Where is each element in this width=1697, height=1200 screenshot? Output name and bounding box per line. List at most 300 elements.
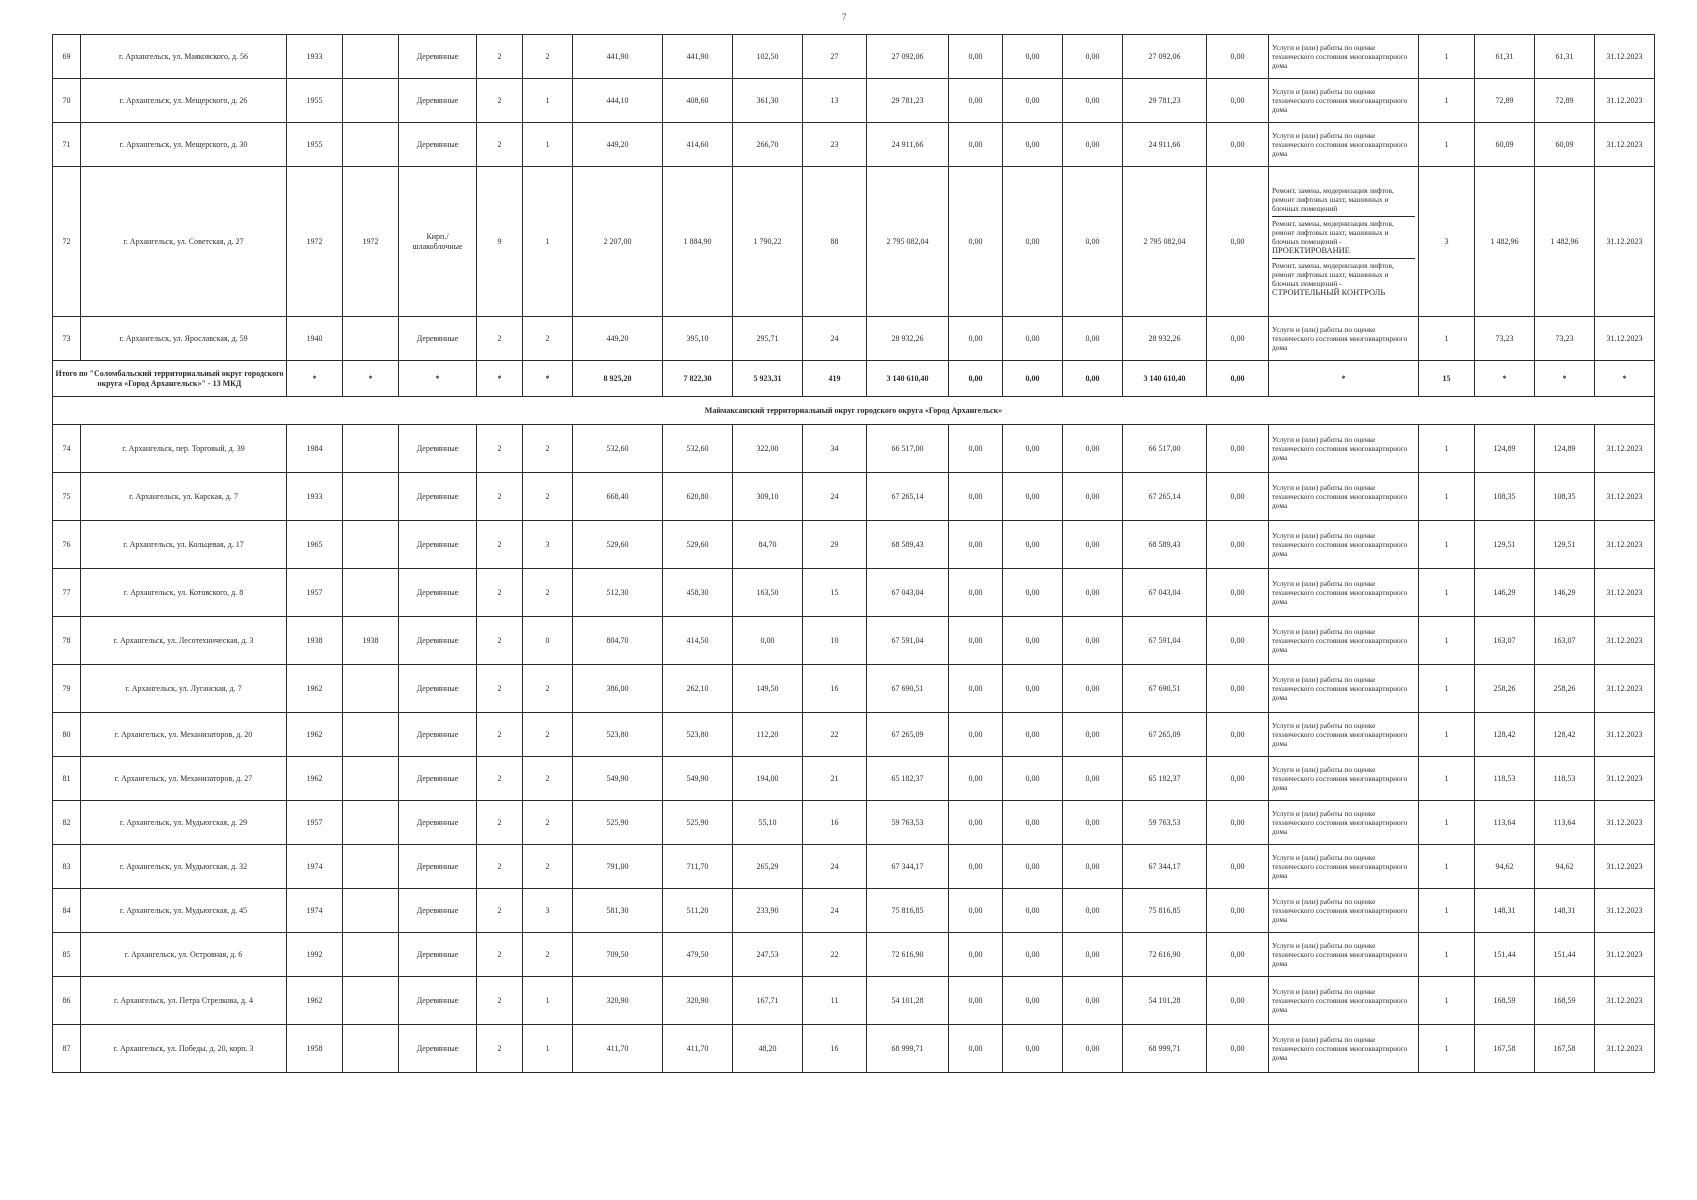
fund-cell: 0,00 <box>1003 801 1063 845</box>
work-type-cell: Услуги и (или) работы по оценке технического состояния многоквартирного дома <box>1269 35 1419 79</box>
entrances-cell: 1 <box>523 123 573 167</box>
fund-cell: 0,00 <box>1207 35 1269 79</box>
wall-material-cell: Деревянные <box>399 977 477 1025</box>
residential-area-cell: 1 790,22 <box>733 167 803 317</box>
address-cell: г. Архангельск, ул. Кольцевая, д. 17 <box>81 521 287 569</box>
work-type-cell: Услуги и (или) работы по оценке технического состояния многоквартирного дома <box>1269 521 1419 569</box>
fund-cell: 0,00 <box>949 473 1003 521</box>
fund-cell: 0,00 <box>1063 317 1123 361</box>
section-title: Маймаксанский территориальный округ городского округа «Город Архангельск» <box>53 397 1655 425</box>
entrances-cell: 1 <box>523 167 573 317</box>
fund-cell: 0,00 <box>949 801 1003 845</box>
build-year-cell: 1955 <box>287 79 343 123</box>
fund-cell: 0,00 <box>1207 79 1269 123</box>
table-row <box>53 425 1655 473</box>
row-number: 85 <box>53 933 81 977</box>
summary-fund: 0,00 <box>949 361 1003 397</box>
work-type-cell: Услуги и (или) работы по оценке технического состояния многоквартирного дома <box>1269 425 1419 473</box>
owners-fund-cell: 29 781,23 <box>1123 79 1207 123</box>
entrances-cell: 1 <box>523 977 573 1025</box>
renovation-year-cell <box>343 845 399 889</box>
wall-material-cell: Деревянные <box>399 713 477 757</box>
fund-cell: 0,00 <box>949 123 1003 167</box>
premises-area-cell: 411,70 <box>663 1025 733 1073</box>
total-area-cell: 449,20 <box>573 317 663 361</box>
wall-material-cell: Деревянные <box>399 801 477 845</box>
table-row <box>53 473 1655 521</box>
unit-cost-cell: 72,89 <box>1475 79 1535 123</box>
total-cost-cell: 67 344,17 <box>867 845 949 889</box>
fund-cell: 0,00 <box>1003 317 1063 361</box>
wall-material-cell: Кирп./ шлакоблочные <box>399 167 477 317</box>
unit-cost-cell: 168,59 <box>1475 977 1535 1025</box>
floors-cell: 2 <box>477 569 523 617</box>
residents-cell: 27 <box>803 35 867 79</box>
entrances-cell: 2 <box>523 473 573 521</box>
summary-star: * <box>523 361 573 397</box>
address-cell: г. Архангельск, ул. Петра Стрелкова, д. 4 <box>81 977 287 1025</box>
row-number: 87 <box>53 1025 81 1073</box>
entrances-cell: 2 <box>523 665 573 713</box>
fund-cell: 0,00 <box>1207 1025 1269 1073</box>
fund-cell: 0,00 <box>1207 569 1269 617</box>
address-cell: г. Архангельск, ул. Победы, д. 20, корп. 3 <box>81 1025 287 1073</box>
renovation-year-cell <box>343 569 399 617</box>
completion-date-cell: 31.12.2023 <box>1595 889 1655 933</box>
unit-limit-cell: 72,89 <box>1535 79 1595 123</box>
residential-area-cell: 84,70 <box>733 521 803 569</box>
summary-star: * <box>287 361 343 397</box>
residents-cell: 88 <box>803 167 867 317</box>
row-number: 83 <box>53 845 81 889</box>
summary-owners-fund: 3 140 610,40 <box>1123 361 1207 397</box>
total-cost-cell: 2 795 082,04 <box>867 167 949 317</box>
unit-cost-cell: 118,53 <box>1475 757 1535 801</box>
work-type-cell: Услуги и (или) работы по оценке технического состояния многоквартирного дома <box>1269 889 1419 933</box>
floors-cell: 2 <box>477 123 523 167</box>
residential-area-cell: 266,70 <box>733 123 803 167</box>
renovation-year-cell <box>343 977 399 1025</box>
work-item-text: Ремонт, замена, модернизация лифтов, ремонт лифтовых шахт, машинных и блочных помещений - <box>1272 260 1394 288</box>
residents-cell: 24 <box>803 473 867 521</box>
address-cell: г. Архангельск, ул. Мудьюгская, д. 29 <box>81 801 287 845</box>
fund-cell: 0,00 <box>1003 35 1063 79</box>
fund-cell: 0,00 <box>1063 801 1123 845</box>
fund-cell: 0,00 <box>1003 167 1063 317</box>
work-count-cell: 1 <box>1419 425 1475 473</box>
fund-cell: 0,00 <box>1207 617 1269 665</box>
unit-cost-cell: 1 482,96 <box>1475 167 1535 317</box>
work-count-cell: 1 <box>1419 569 1475 617</box>
completion-date-cell: 31.12.2023 <box>1595 933 1655 977</box>
residents-cell: 34 <box>803 425 867 473</box>
premises-area-cell: 549,90 <box>663 757 733 801</box>
work-type-cell: Услуги и (или) работы по оценке технического состояния многоквартирного дома <box>1269 665 1419 713</box>
fund-cell: 0,00 <box>1063 933 1123 977</box>
work-item-text: Ремонт, замена, модернизация лифтов, ремонт лифтовых шахт, машинных и блочных помещений - <box>1272 218 1394 246</box>
address-cell: г. Архангельск, ул. Островная, д. 6 <box>81 933 287 977</box>
total-cost-cell: 67 265,14 <box>867 473 949 521</box>
work-count-cell: 1 <box>1419 79 1475 123</box>
fund-cell: 0,00 <box>1063 569 1123 617</box>
premises-area-cell: 523,80 <box>663 713 733 757</box>
work-count-cell: 1 <box>1419 35 1475 79</box>
fund-cell: 0,00 <box>949 845 1003 889</box>
unit-limit-cell: 151,44 <box>1535 933 1595 977</box>
address-cell: г. Архангельск, ул. Котовского, д. 8 <box>81 569 287 617</box>
completion-date-cell: 31.12.2023 <box>1595 317 1655 361</box>
fund-cell: 0,00 <box>1003 521 1063 569</box>
address-cell: г. Архангельск, ул. Советская, д. 27 <box>81 167 287 317</box>
fund-cell: 0,00 <box>949 1025 1003 1073</box>
work-count-cell: 1 <box>1419 665 1475 713</box>
wall-material-cell: Деревянные <box>399 617 477 665</box>
fund-cell: 0,00 <box>1003 123 1063 167</box>
fund-cell: 0,00 <box>949 167 1003 317</box>
fund-cell: 0,00 <box>1207 757 1269 801</box>
address-cell: г. Архангельск, ул. Ярославская, д. 59 <box>81 317 287 361</box>
floors-cell: 2 <box>477 521 523 569</box>
unit-cost-cell: 146,29 <box>1475 569 1535 617</box>
total-cost-cell: 65 182,37 <box>867 757 949 801</box>
row-number: 81 <box>53 757 81 801</box>
fund-cell: 0,00 <box>949 617 1003 665</box>
renovation-year-cell <box>343 665 399 713</box>
renovation-year-cell <box>343 801 399 845</box>
fund-cell: 0,00 <box>1207 167 1269 317</box>
entrances-cell: 2 <box>523 845 573 889</box>
unit-cost-cell: 61,31 <box>1475 35 1535 79</box>
fund-cell: 0,00 <box>1003 425 1063 473</box>
total-area-cell: 529,60 <box>573 521 663 569</box>
residential-area-cell: 265,29 <box>733 845 803 889</box>
work-count-cell: 1 <box>1419 889 1475 933</box>
table-row <box>53 713 1655 757</box>
floors-cell: 2 <box>477 713 523 757</box>
summary-residents: 419 <box>803 361 867 397</box>
total-cost-cell: 68 999,71 <box>867 1025 949 1073</box>
residential-area-cell: 163,50 <box>733 569 803 617</box>
floors-cell: 2 <box>477 665 523 713</box>
residential-area-cell: 233,90 <box>733 889 803 933</box>
renovation-year-cell: 1972 <box>343 167 399 317</box>
fund-cell: 0,00 <box>1003 713 1063 757</box>
entrances-cell: 2 <box>523 713 573 757</box>
work-type-cell: Услуги и (или) работы по оценке технического состояния многоквартирного дома <box>1269 713 1419 757</box>
fund-cell: 0,00 <box>1063 473 1123 521</box>
total-area-cell: 523,80 <box>573 713 663 757</box>
premises-area-cell: 529,60 <box>663 521 733 569</box>
unit-cost-cell: 60,09 <box>1475 123 1535 167</box>
residents-cell: 23 <box>803 123 867 167</box>
entrances-cell: 1 <box>523 1025 573 1073</box>
build-year-cell: 1962 <box>287 713 343 757</box>
premises-area-cell: 395,10 <box>663 317 733 361</box>
fund-cell: 0,00 <box>1003 665 1063 713</box>
summary-star: * <box>477 361 523 397</box>
total-cost-cell: 66 517,00 <box>867 425 949 473</box>
total-area-cell: 411,70 <box>573 1025 663 1073</box>
residents-cell: 29 <box>803 521 867 569</box>
entrances-cell: 1 <box>523 79 573 123</box>
wall-material-cell: Деревянные <box>399 79 477 123</box>
fund-cell: 0,00 <box>949 521 1003 569</box>
floors-cell: 2 <box>477 845 523 889</box>
address-cell: г. Архангельск, ул. Мещерского, д. 26 <box>81 79 287 123</box>
work-type-cell: Услуги и (или) работы по оценке технического состояния многоквартирного дома <box>1269 79 1419 123</box>
wall-material-cell: Деревянные <box>399 123 477 167</box>
entrances-cell: 2 <box>523 933 573 977</box>
residential-area-cell: 361,30 <box>733 79 803 123</box>
total-cost-cell: 75 816,85 <box>867 889 949 933</box>
unit-limit-cell: 258,26 <box>1535 665 1595 713</box>
completion-date-cell: 31.12.2023 <box>1595 473 1655 521</box>
renovation-year-cell <box>343 473 399 521</box>
owners-fund-cell: 68 999,71 <box>1123 1025 1207 1073</box>
summary-total-area: 8 925,20 <box>573 361 663 397</box>
renovation-year-cell <box>343 521 399 569</box>
work-type-cell: Услуги и (или) работы по оценке технического состояния многоквартирного дома <box>1269 933 1419 977</box>
row-number: 74 <box>53 425 81 473</box>
renovation-year-cell <box>343 889 399 933</box>
fund-cell: 0,00 <box>1003 79 1063 123</box>
work-type-cell: Услуги и (или) работы по оценке технического состояния многоквартирного дома <box>1269 617 1419 665</box>
unit-limit-cell: 113,64 <box>1535 801 1595 845</box>
fund-cell: 0,00 <box>1207 473 1269 521</box>
entrances-cell: 2 <box>523 757 573 801</box>
total-cost-cell: 28 932,26 <box>867 317 949 361</box>
fund-cell: 0,00 <box>1063 79 1123 123</box>
address-cell: г. Архангельск, ул. Лесотехническая, д. 3 <box>81 617 287 665</box>
fund-cell: 0,00 <box>1003 1025 1063 1073</box>
summary-fund: 0,00 <box>1063 361 1123 397</box>
summary-fund: 0,00 <box>1207 361 1269 397</box>
work-count-cell: 1 <box>1419 845 1475 889</box>
premises-area-cell: 262,10 <box>663 665 733 713</box>
unit-limit-cell: 128,42 <box>1535 713 1595 757</box>
unit-cost-cell: 167,58 <box>1475 1025 1535 1073</box>
fund-cell: 0,00 <box>1063 35 1123 79</box>
fund-cell: 0,00 <box>1063 713 1123 757</box>
floors-cell: 2 <box>477 801 523 845</box>
fund-cell: 0,00 <box>1003 757 1063 801</box>
work-type-cell: Услуги и (или) работы по оценке технического состояния многоквартирного дома <box>1269 801 1419 845</box>
premises-area-cell: 320,90 <box>663 977 733 1025</box>
residents-cell: 24 <box>803 845 867 889</box>
unit-limit-cell: 163,07 <box>1535 617 1595 665</box>
residents-cell: 24 <box>803 317 867 361</box>
build-year-cell: 1957 <box>287 569 343 617</box>
summary-fund: 0,00 <box>1003 361 1063 397</box>
residential-area-cell: 194,00 <box>733 757 803 801</box>
work-item-elevator-repair: Ремонт, замена, модернизация лифтов, ремонт лифтовых шахт, машинных и блочных помещений <box>1272 184 1415 217</box>
residential-area-cell: 309,10 <box>733 473 803 521</box>
table-row <box>53 933 1655 977</box>
summary-work-count: 15 <box>1419 361 1475 397</box>
premises-area-cell: 408,60 <box>663 79 733 123</box>
premises-area-cell: 414,50 <box>663 617 733 665</box>
residents-cell: 22 <box>803 933 867 977</box>
residential-area-cell: 167,71 <box>733 977 803 1025</box>
owners-fund-cell: 75 816,85 <box>1123 889 1207 933</box>
unit-cost-cell: 128,42 <box>1475 713 1535 757</box>
completion-date-cell: 31.12.2023 <box>1595 757 1655 801</box>
table-row <box>53 569 1655 617</box>
wall-material-cell: Деревянные <box>399 665 477 713</box>
work-count-cell: 1 <box>1419 757 1475 801</box>
work-count-cell: 3 <box>1419 167 1475 317</box>
completion-date-cell: 31.12.2023 <box>1595 665 1655 713</box>
section-header-row <box>53 397 1655 425</box>
build-year-cell: 1974 <box>287 889 343 933</box>
district-rows <box>53 425 1655 1073</box>
entrances-cell: 3 <box>523 521 573 569</box>
residential-area-cell: 0,00 <box>733 617 803 665</box>
unit-limit-cell: 167,58 <box>1535 1025 1595 1073</box>
summary-row <box>53 361 1655 397</box>
work-type-cell <box>1269 167 1419 317</box>
wall-material-cell: Деревянные <box>399 1025 477 1073</box>
fund-cell: 0,00 <box>1207 977 1269 1025</box>
total-cost-cell: 67 043,04 <box>867 569 949 617</box>
unit-cost-cell: 148,31 <box>1475 889 1535 933</box>
total-cost-cell: 29 781,23 <box>867 79 949 123</box>
owners-fund-cell: 2 795 082,04 <box>1123 167 1207 317</box>
fund-cell: 0,00 <box>1063 521 1123 569</box>
total-area-cell: 532,60 <box>573 425 663 473</box>
work-type-cell: Услуги и (или) работы по оценке технического состояния многоквартирного дома <box>1269 473 1419 521</box>
owners-fund-cell: 67 265,14 <box>1123 473 1207 521</box>
floors-cell: 2 <box>477 977 523 1025</box>
owners-fund-cell: 67 344,17 <box>1123 845 1207 889</box>
fund-cell: 0,00 <box>1003 569 1063 617</box>
floors-cell: 2 <box>477 1025 523 1073</box>
fund-cell: 0,00 <box>1207 317 1269 361</box>
wall-material-cell: Деревянные <box>399 425 477 473</box>
fund-cell: 0,00 <box>1063 1025 1123 1073</box>
entrances-cell: 2 <box>523 317 573 361</box>
table-row <box>53 665 1655 713</box>
fund-cell: 0,00 <box>1003 977 1063 1025</box>
renovation-year-cell: 1938 <box>343 617 399 665</box>
table-row <box>53 889 1655 933</box>
work-count-cell: 1 <box>1419 801 1475 845</box>
work-count-cell: 1 <box>1419 713 1475 757</box>
renovation-year-cell <box>343 79 399 123</box>
unit-cost-cell: 129,51 <box>1475 521 1535 569</box>
table-row <box>53 1025 1655 1073</box>
build-year-cell: 1984 <box>287 425 343 473</box>
residential-area-cell: 295,71 <box>733 317 803 361</box>
fund-cell: 0,00 <box>1207 521 1269 569</box>
total-area-cell: 668,40 <box>573 473 663 521</box>
fund-cell: 0,00 <box>1207 845 1269 889</box>
completion-date-cell: 31.12.2023 <box>1595 1025 1655 1073</box>
address-cell: г. Архангельск, ул. Луганская, д. 7 <box>81 665 287 713</box>
address-cell: г. Архангельск, ул. Механизаторов, д. 20 <box>81 713 287 757</box>
residential-area-cell: 102,50 <box>733 35 803 79</box>
fund-cell: 0,00 <box>1207 425 1269 473</box>
address-cell: г. Архангельск, ул. Механизаторов, д. 27 <box>81 757 287 801</box>
entrances-cell: 2 <box>523 569 573 617</box>
unit-limit-cell: 73,23 <box>1535 317 1595 361</box>
floors-cell: 2 <box>477 79 523 123</box>
total-area-cell: 581,30 <box>573 889 663 933</box>
fund-cell: 0,00 <box>1063 425 1123 473</box>
fund-cell: 0,00 <box>1063 977 1123 1025</box>
build-year-cell: 1958 <box>287 1025 343 1073</box>
renovation-year-cell <box>343 713 399 757</box>
renovation-year-cell <box>343 35 399 79</box>
fund-cell: 0,00 <box>949 889 1003 933</box>
fund-cell: 0,00 <box>949 79 1003 123</box>
floors-cell: 2 <box>477 889 523 933</box>
completion-date-cell: 31.12.2023 <box>1595 425 1655 473</box>
build-year-cell: 1955 <box>287 123 343 167</box>
build-year-cell: 1992 <box>287 933 343 977</box>
work-type-cell: Услуги и (или) работы по оценке технического состояния многоквартирного дома <box>1269 1025 1419 1073</box>
row-number: 77 <box>53 569 81 617</box>
floors-cell: 2 <box>477 35 523 79</box>
build-year-cell: 1962 <box>287 757 343 801</box>
residential-area-cell: 149,50 <box>733 665 803 713</box>
owners-fund-cell: 67 591,04 <box>1123 617 1207 665</box>
unit-limit-cell: 129,51 <box>1535 521 1595 569</box>
fund-cell: 0,00 <box>1063 665 1123 713</box>
owners-fund-cell: 67 265,09 <box>1123 713 1207 757</box>
fund-cell: 0,00 <box>949 977 1003 1025</box>
fund-cell: 0,00 <box>949 757 1003 801</box>
unit-cost-cell: 163,07 <box>1475 617 1535 665</box>
fund-cell: 0,00 <box>949 35 1003 79</box>
housing-register-table <box>52 34 1655 1073</box>
work-count-cell: 1 <box>1419 933 1475 977</box>
unit-cost-cell: 113,64 <box>1475 801 1535 845</box>
unit-cost-cell: 94,62 <box>1475 845 1535 889</box>
address-cell: г. Архангельск, ул. Маяковского, д. 56 <box>81 35 287 79</box>
entrances-cell: 2 <box>523 35 573 79</box>
fund-cell: 0,00 <box>1063 167 1123 317</box>
total-area-cell: 444,10 <box>573 79 663 123</box>
unit-limit-cell: 61,31 <box>1535 35 1595 79</box>
total-area-cell: 512,30 <box>573 569 663 617</box>
wall-material-cell: Деревянные <box>399 933 477 977</box>
premises-area-cell: 711,70 <box>663 845 733 889</box>
fund-cell: 0,00 <box>949 933 1003 977</box>
summary-star: * <box>399 361 477 397</box>
owners-fund-cell: 72 616,90 <box>1123 933 1207 977</box>
unit-limit-cell: 118,53 <box>1535 757 1595 801</box>
fund-cell: 0,00 <box>949 569 1003 617</box>
completion-date-cell: 31.12.2023 <box>1595 845 1655 889</box>
summary-star: * <box>1535 361 1595 397</box>
address-cell: г. Архангельск, пер. Торговый, д. 39 <box>81 425 287 473</box>
summary-premises-area: 7 822,30 <box>663 361 733 397</box>
total-area-cell: 525,90 <box>573 801 663 845</box>
premises-area-cell: 525,90 <box>663 801 733 845</box>
owners-fund-cell: 67 043,04 <box>1123 569 1207 617</box>
fund-cell: 0,00 <box>1207 665 1269 713</box>
renovation-year-cell <box>343 933 399 977</box>
owners-fund-cell: 65 182,37 <box>1123 757 1207 801</box>
summary-star: * <box>1475 361 1535 397</box>
table-row <box>53 617 1655 665</box>
work-type-cell: Услуги и (или) работы по оценке технического состояния многоквартирного дома <box>1269 123 1419 167</box>
completion-date-cell: 31.12.2023 <box>1595 35 1655 79</box>
row-number: 73 <box>53 317 81 361</box>
summary-residential-area: 5 923,31 <box>733 361 803 397</box>
row-number: 76 <box>53 521 81 569</box>
